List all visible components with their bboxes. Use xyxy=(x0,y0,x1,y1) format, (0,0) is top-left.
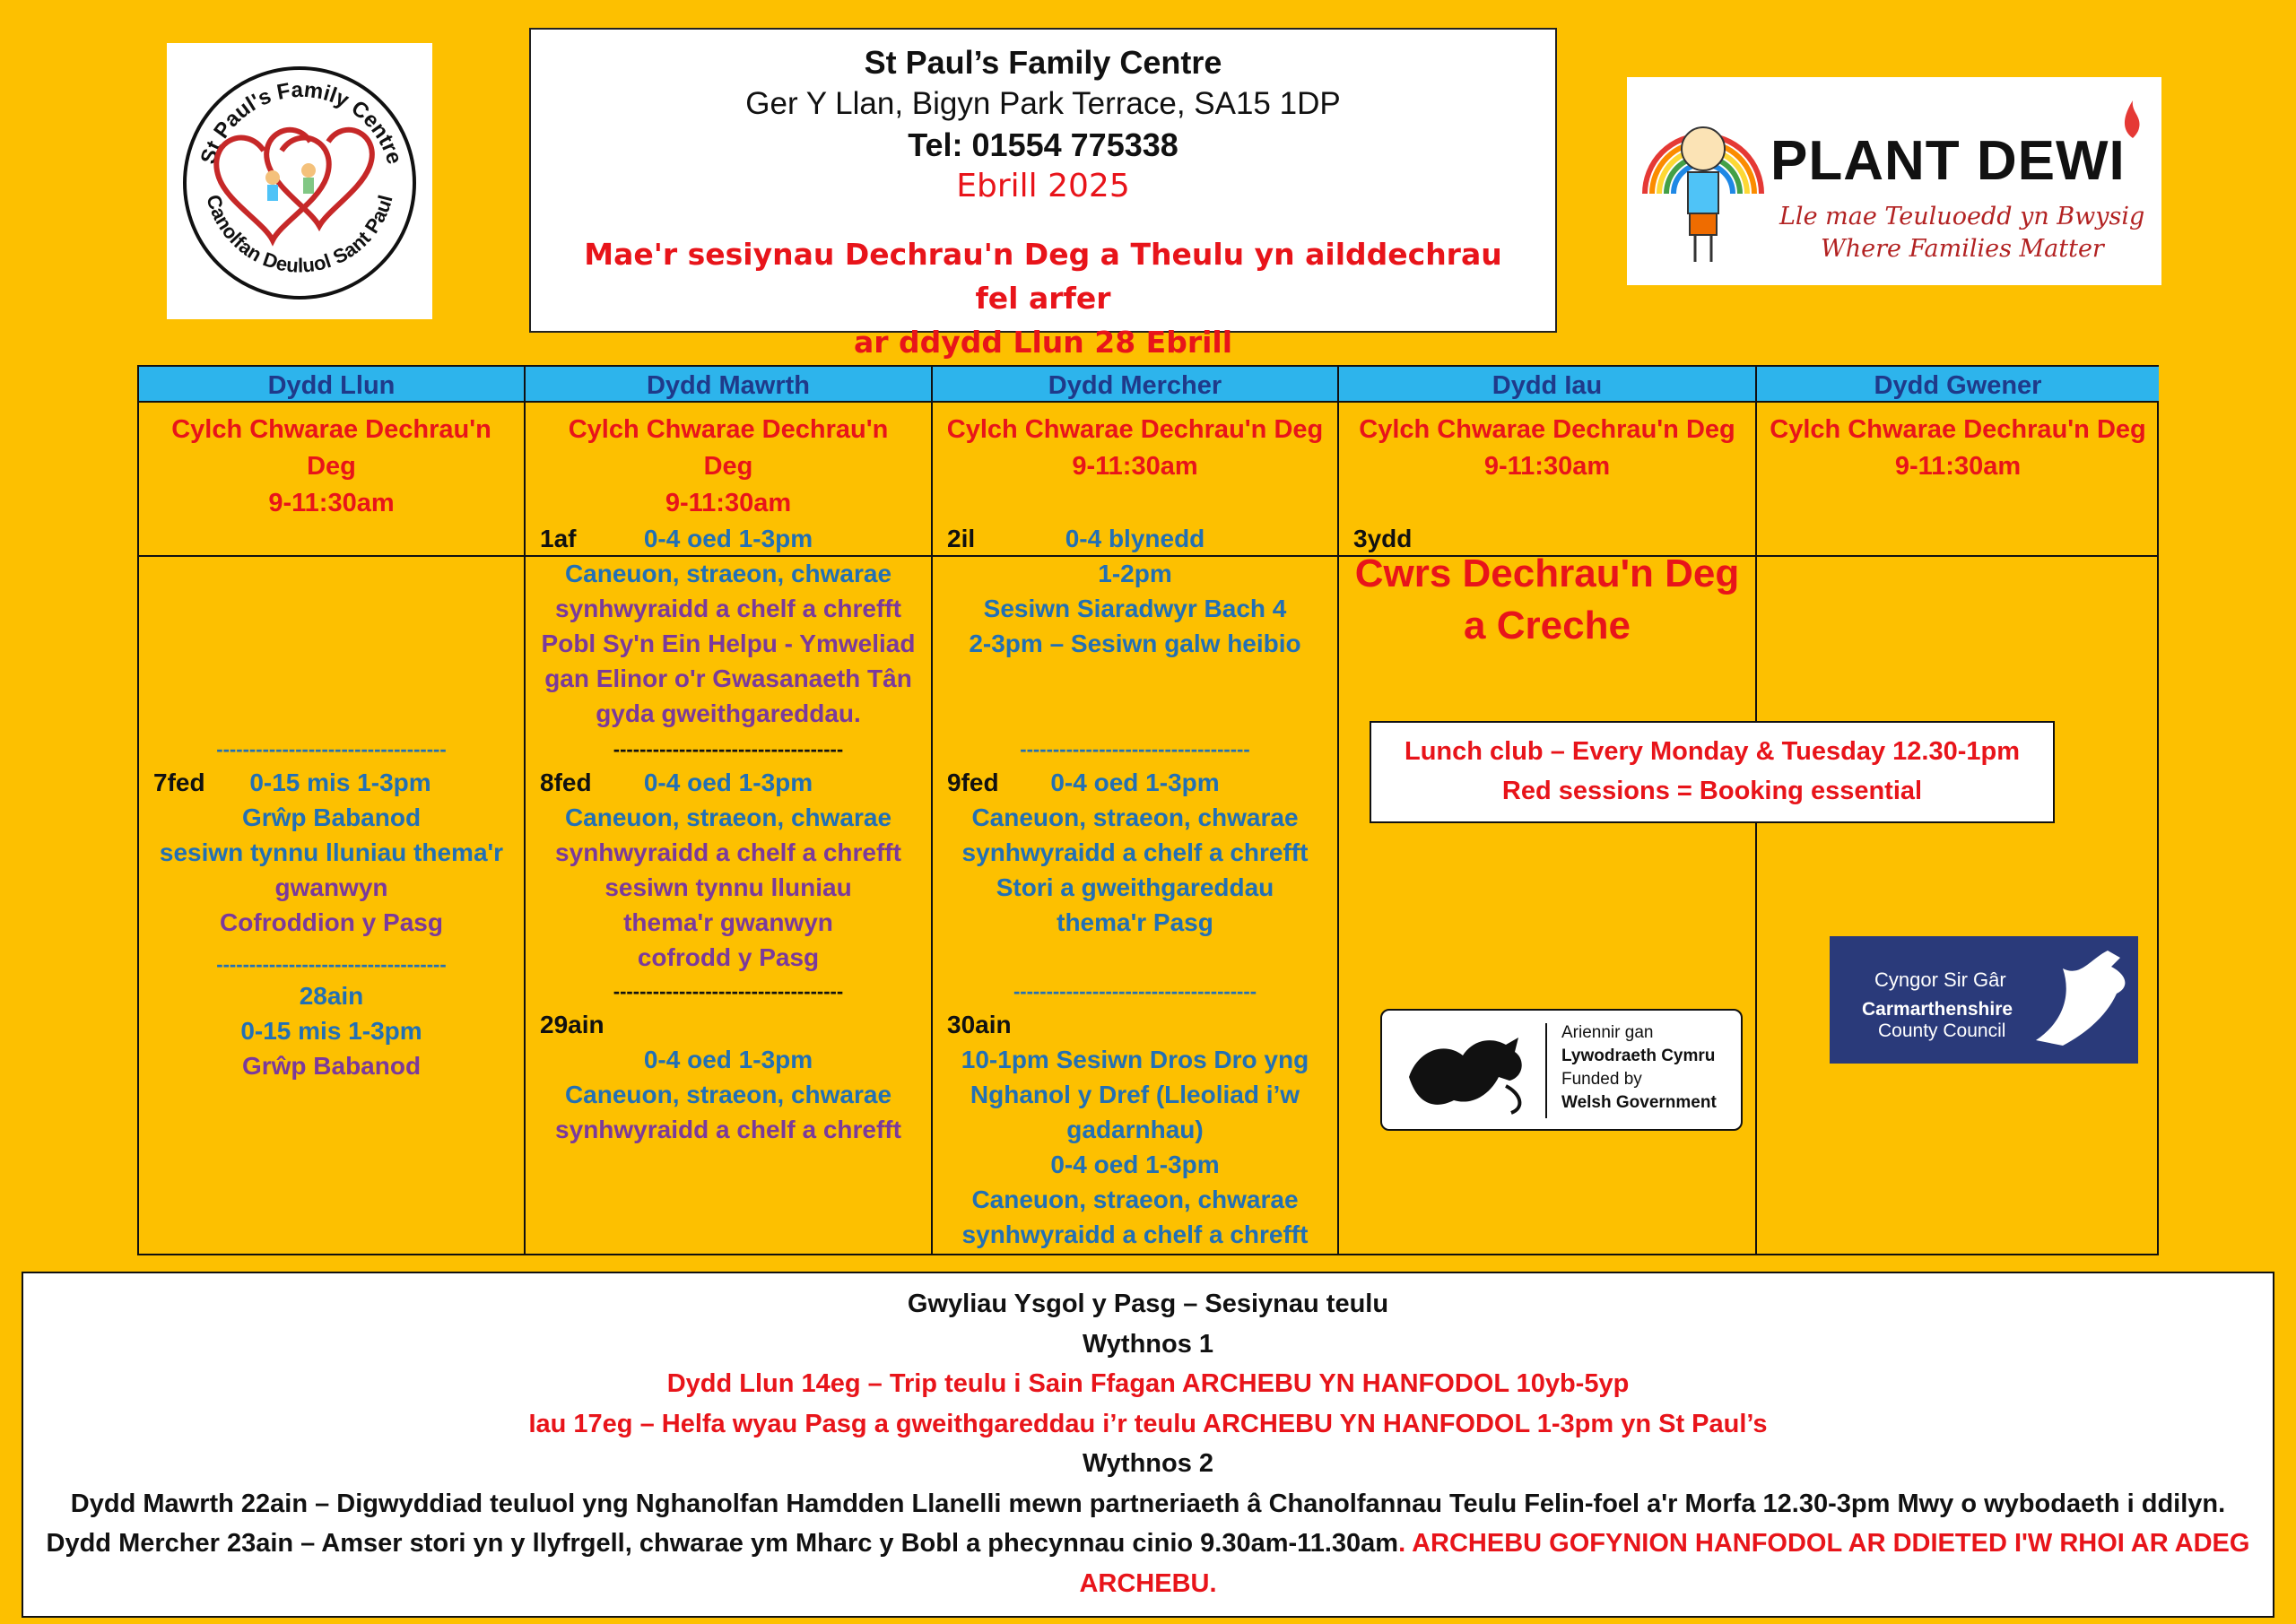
session-line: Cylch Chwarae Dechrau'n xyxy=(568,415,889,444)
date-label: 1af xyxy=(540,525,577,552)
restart-notice xyxy=(531,232,1555,364)
plant-dewi-tagline-english: Where Families Matter xyxy=(1821,235,2104,263)
session-line: Stori a gweithgareddau xyxy=(996,873,1274,901)
session-line: 10-1pm Sesiwn Dros Dro yng xyxy=(961,1046,1309,1073)
welsh-government-logo xyxy=(1380,1009,1743,1131)
funding-line: Funded by xyxy=(1561,1070,1642,1089)
st-pauls-logo xyxy=(167,43,432,319)
week-heading: Wythnos 2 xyxy=(1082,1449,1214,1478)
afternoon-sessions xyxy=(933,525,1337,1254)
session-time: 0-15 mis 1-3pm xyxy=(249,769,431,796)
session-line: Grŵp Babanod xyxy=(241,1052,422,1080)
date-label: 7fed xyxy=(153,769,205,796)
afternoon-sessions xyxy=(526,525,931,1254)
course-title: Cwrs Dechrau'n Deg xyxy=(1354,551,1740,595)
child-rainbow-icon xyxy=(1636,86,1770,274)
date-label: 9fed xyxy=(947,769,999,796)
column-monday xyxy=(139,367,526,1254)
council-name-english: Carmarthenshire xyxy=(1862,999,2013,1020)
carmarthenshire-council-logo xyxy=(1830,936,2138,1064)
session-line: cofrodd y Pasg xyxy=(637,943,820,971)
date-label: 2il xyxy=(947,525,976,552)
event-booking-note: ARCHEBU. xyxy=(1079,1568,1217,1598)
session-line: synhwyraidd a chelf a chrefft xyxy=(555,1116,901,1143)
logo-ring-top: St Paul's Family Centre xyxy=(196,77,407,168)
logo-ring-bottom: Canolfan Deuluol Sant Paul xyxy=(202,192,397,277)
notice-line-1: Mae'r sesiynau Dechrau'n Deg a Theulu yn ailddechrau fel arfer xyxy=(584,237,1502,316)
council-dragon-icon xyxy=(2027,942,2135,1058)
session-line: Nghanol y Dref (Lleoliad i’w xyxy=(970,1081,1300,1108)
afternoon-sessions xyxy=(1339,525,1755,1254)
session-line: gyda gweithgareddau. xyxy=(596,699,861,727)
divider: ----------------------------------- xyxy=(1020,738,1250,760)
council-name-english-2: County Council xyxy=(1878,1020,2006,1041)
session-line: synhwyraidd a chelf a chrefft xyxy=(555,838,901,866)
divider: ----------------------------------- xyxy=(216,953,447,976)
session-time: 0-4 oed 1-3pm xyxy=(643,1046,813,1073)
session-line: 2-3pm – Sesiwn galw heibio xyxy=(969,630,1301,657)
holiday-event xyxy=(23,1524,2273,1564)
session-time: 0-4 blynedd xyxy=(1065,525,1205,552)
day-header: Dydd Mawrth xyxy=(526,367,931,403)
centre-name: St Paul’s Family Centre xyxy=(864,44,1222,81)
easter-holiday-sessions xyxy=(22,1272,2274,1618)
funding-line: Lywodraeth Cymru xyxy=(1561,1046,1716,1065)
session-line: Cylch Chwarae Dechrau'n xyxy=(171,415,491,444)
date-label: 30ain xyxy=(947,1011,1012,1038)
event-text: Dydd Mercher 23ain – Amser stori yn y llyfrgell, chwarae ym Mharc y Bobl a phecynnau cinio 9.30am-11.30am xyxy=(46,1529,1399,1558)
session-time: 0-4 oed 1-3pm xyxy=(1050,1151,1220,1178)
column-wednesday xyxy=(933,367,1339,1254)
session-line: thema'r gwanwyn xyxy=(623,908,833,936)
divider: ----------------------------------- xyxy=(613,980,844,1003)
holiday-event: Iau 17eg – Helfa wyau Pasg a gweithgareddau i’r teulu ARCHEBU YN HANFODOL 1-3pm yn St Paul’s xyxy=(528,1409,1768,1438)
day-header: Dydd Iau xyxy=(1339,367,1755,403)
date-label: 3ydd xyxy=(1353,525,1413,552)
session-line: Caneuon, straeon, chwarae xyxy=(564,1081,892,1108)
event-booking-note: . ARCHEBU GOFYNION HANFODOL AR DDIETED I'W RHOI AR ADEG xyxy=(1398,1529,2250,1558)
funding-line: Welsh Government xyxy=(1561,1093,1717,1112)
plant-dewi-tagline-welsh: Lle mae Teuluoedd yn Bwysig xyxy=(1779,203,2145,230)
session-time: 9-11:30am xyxy=(1894,452,2022,481)
session-line: Sesiwn Siaradwyr Bach 4 xyxy=(983,595,1287,622)
notice-line-2: ar ddydd Llun 28 Ebrill xyxy=(853,325,1233,360)
divider: ----------------------------------- xyxy=(216,738,447,760)
session-line: Caneuon, straeon, chwarae xyxy=(971,803,1299,831)
session-line: Deg xyxy=(703,452,753,481)
day-header: Dydd Mercher xyxy=(933,367,1337,403)
session-line: 1-2pm xyxy=(1098,560,1172,587)
morning-session xyxy=(139,403,524,557)
session-time: 9-11:30am xyxy=(1483,452,1611,481)
month-title: Ebrill 2025 xyxy=(956,168,1130,204)
session-line: Caneuon, straeon, chwarae xyxy=(971,1185,1299,1213)
booking-key: Red sessions = Booking essential xyxy=(1501,777,1923,805)
day-header: Dydd Gwener xyxy=(1757,367,2159,403)
session-line: gadarnhau) xyxy=(1066,1116,1204,1143)
session-line: Caneuon, straeon, chwarae xyxy=(564,560,892,587)
day-header: Dydd Llun xyxy=(139,367,524,403)
afternoon-sessions xyxy=(1757,557,2159,1254)
divider: ------------------------------------- xyxy=(1013,980,1257,1003)
session-line: Pobl Sy'n Ein Helpu - Ymweliad xyxy=(541,630,916,657)
morning-session xyxy=(1757,403,2159,557)
session-line: Cylch Chwarae Dechrau'n Deg xyxy=(1770,415,2146,444)
plant-dewi-brand: PLANT DEWI xyxy=(1770,130,2126,192)
lunch-line: Lunch club – Every Monday & Tuesday 12.30-1pm xyxy=(1404,737,2020,766)
holiday-title: Gwyliau Ysgol y Pasg – Sesiynau teulu xyxy=(907,1290,1389,1318)
date-label: 8fed xyxy=(540,769,592,796)
session-line: sesiwn tynnu lluniau thema'r xyxy=(159,838,504,866)
session-time: 9-11:30am xyxy=(1072,452,1198,481)
session-line: synhwyraidd a chelf a chrefft xyxy=(555,595,901,622)
funding-text xyxy=(1561,1021,1717,1115)
divider: ----------------------------------- xyxy=(613,738,844,760)
date-label: 28ain xyxy=(299,982,364,1010)
plant-dewi-logo xyxy=(1627,77,2161,285)
welsh-dragon-icon xyxy=(1400,1023,1535,1118)
session-time: 9-11:30am xyxy=(665,489,792,517)
session-line: synhwyraidd a chelf a chrefft xyxy=(961,1220,1309,1248)
course-title: a Creche xyxy=(1464,604,1631,647)
session-line: sesiwn tynnu lluniau xyxy=(604,873,852,901)
holiday-event: Dydd Mawrth 22ain – Digwyddiad teuluol yng Nghanolfan Hamdden Llanelli mewn partneriaeth â Chanolfannau Teulu Felin-foel a'r Morfa 12.30-3pm Mwy o wybodaeth i ddilyn. xyxy=(70,1489,2226,1518)
centre-header xyxy=(529,28,1557,360)
session-line: Cofroddion y Pasg xyxy=(220,908,443,936)
session-line: synhwyraidd a chelf a chrefft xyxy=(961,838,1309,866)
session-line: Grŵp Babanod xyxy=(241,803,422,831)
council-name-welsh: Cyngor Sir Gâr xyxy=(1874,968,2006,991)
session-line: gan Elinor o'r Gwasanaeth Tân xyxy=(544,664,912,692)
date-label: 29ain xyxy=(540,1011,604,1038)
session-line: Caneuon, straeon, chwarae xyxy=(564,803,892,831)
column-tuesday xyxy=(526,367,933,1254)
lunch-club-notice xyxy=(1370,721,2055,823)
session-line: gwanwyn xyxy=(274,873,388,901)
session-line: thema'r Pasg xyxy=(1057,908,1213,936)
centre-phone: Tel: 01554 775338 xyxy=(908,126,1178,163)
flame-icon xyxy=(2118,93,2147,140)
holiday-event: Dydd Llun 14eg – Trip teulu i Sain Ffagan ARCHEBU YN HANFODOL 10yb-5yp xyxy=(666,1369,1630,1398)
session-time: 0-4 oed 1-3pm xyxy=(643,525,813,552)
afternoon-sessions xyxy=(139,557,524,1254)
session-time: 0-15 mis 1-3pm xyxy=(240,1017,422,1045)
funding-line: Ariennir gan xyxy=(1561,1023,1654,1042)
centre-address: Ger Y Llan, Bigyn Park Terrace, SA15 1DP xyxy=(745,86,1341,121)
session-time: 0-4 oed 1-3pm xyxy=(1050,769,1220,796)
session-time: 9-11:30am xyxy=(268,489,395,517)
session-line: Deg xyxy=(307,452,356,481)
session-line: Cylch Chwarae Dechrau'n Deg xyxy=(946,415,1324,444)
session-time: 0-4 oed 1-3pm xyxy=(643,769,813,796)
week-heading: Wythnos 1 xyxy=(1082,1329,1214,1359)
session-line: Cylch Chwarae Dechrau'n Deg xyxy=(1359,415,1735,444)
logo-divider xyxy=(1545,1023,1547,1118)
